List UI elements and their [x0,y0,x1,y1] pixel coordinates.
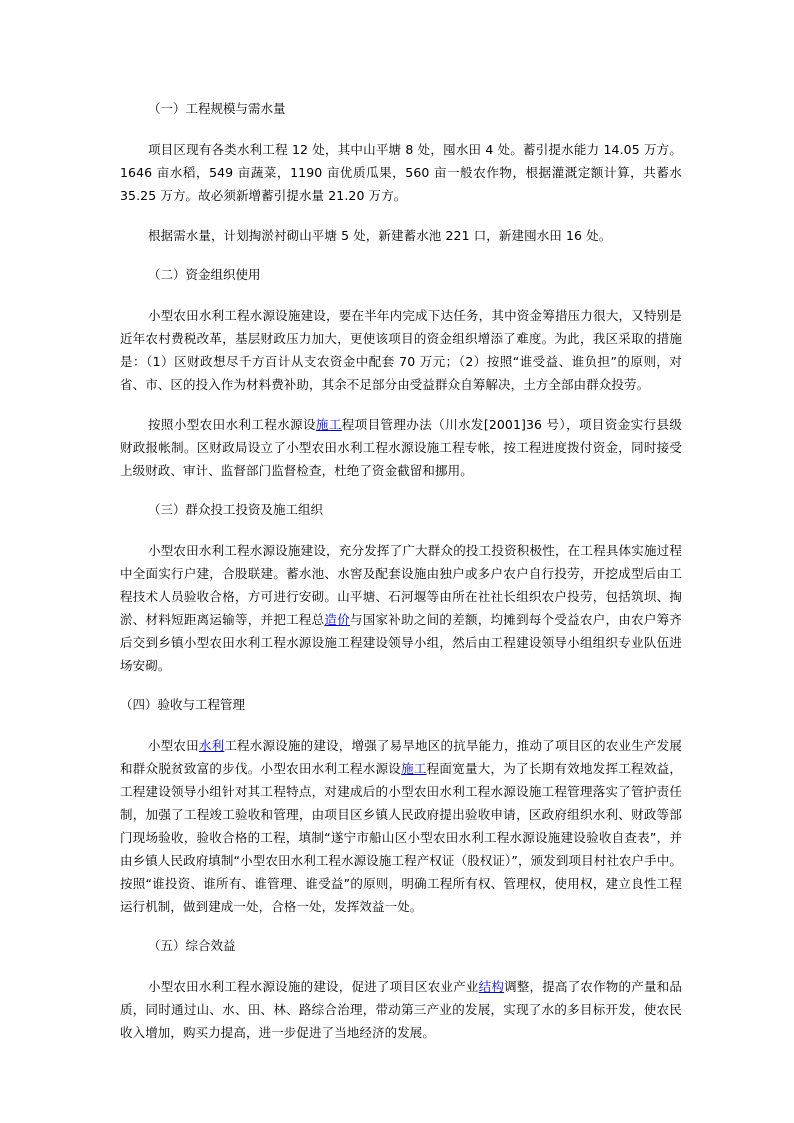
section-heading: （二）资金组织使用 [148,267,261,282]
paragraph-text: 调整，提高了农作物的产量和品质，同时通过山、水、田、林、路综合治理，带动第三产业的发展，实现了水的多目标开发，使农民收入增加，购买力提高，进一步促进了当地经济的发展。 [120,979,682,1040]
link-shigong[interactable]: 施工 [401,761,427,776]
paragraph-text: 小型农田水利工程水源设施建设，充分发挥了广大群众的投工投资积极性，在工程具体实施过程中全面实行户建，合股联建。蓄水池、水窖及配套设施由独户或多户农户自行投劳，开挖成型后由工程技术人员验收合格，方可进行安砌。山平塘、石河堰等由所在社社长组织农户投劳，包括筑坝、掏淤、材料短距离运输等，并把工程总 [120,543,682,627]
paragraph-text: 小型农田水利工程水源设施的建设，促进了项目区农业产业 [148,979,479,994]
section-heading: （一）工程规模与需水量 [148,101,286,116]
section-heading: （五）综合效益 [148,938,236,953]
paragraph [120,413,682,482]
document-body [120,98,682,1044]
paragraph-text: 程项目管理办法（川水发[2001]36 号），项目资金实行县级财政报帐制。区财政局设立了小型农田水利工程水源设施工程专帐，按工程进度拨付资金，同时接受上级财政、审计、监督部门监督检查，杜绝了资金截留和挪用。 [120,417,683,478]
section-heading: （三）群众投工投资及施工组织 [148,502,324,517]
paragraph [120,734,682,918]
paragraph-text: 与国家补助之间的差额，均摊到每个受益农户，由农户筹齐后交到乡镇小型农田水利工程水源设施工程建设领导小组，然后由工程建设领导小组组织专业队伍进场安砌。 [120,612,682,673]
link-shuili[interactable]: 水利 [198,738,225,753]
paragraph-text: 工程水源设施的建设，增强了易旱地区的抗旱能力，推动了项目区的农业生产发展和群众脱贫致富的步伐。小型农田水利工程水源设 [120,738,682,776]
paragraph [120,975,682,1044]
paragraph-text: 程面宽量大，为了长期有效地发挥工程效益，工程建设领导小组针对其工程特点，对建成后的小型农田水利工程水源设施工程管理落实了管护责任制，加强了工程竣工验收和管理，由项目区乡镇人民政府提出验收申请，区政府组织水利、财政等部门现场验收，验收合格的工程，填制“遂宁市船山区小型农田水利工程水源设施建设验收自查表”，并由乡镇人民政府填制“小型农田水利工程水源设施工程产权证（股权证）”，颁发到项目村社农户手中。按照“谁投资、谁所有、谁管理、谁受益”的原则，明确工程所有权、管理权，使用权，建立良性工程运行机制，做到建成一处，合格一处，发挥效益一处。 [120,761,682,914]
paragraph-text: 按照小型农田水利工程水源设 [148,417,316,432]
paragraph [120,539,682,677]
paragraph-text: 根据需水量，计划掏淤衬砌山平塘 5 处，新建蓄水池 221 口，新建囤水田 16 处。 [148,228,612,243]
link-jiegou[interactable]: 结构 [478,979,505,994]
paragraph [120,224,682,247]
paragraph [120,304,682,396]
paragraph-text: 小型农田 [148,738,199,753]
section-heading: （四）验收与工程管理 [120,697,246,712]
paragraph [120,138,682,207]
link-shigong[interactable]: 施工 [315,417,342,432]
link-zaojia[interactable]: 造价 [324,612,350,627]
paragraph-text: 项目区现有各类水利工程 12 处，其中山平塘 8 处，囤水田 4 处。蓄引提水能力 14.05 万方。1646 亩水稻，549 亩蔬菜，1190 亩优质瓜果，560 亩一般农作物，根据灌溉定额计算，共蓄水 35.25 万方。故必须新增蓄引提水量 21.20 万方。 [120,142,682,203]
paragraph-text: 小型农田水利工程水源设施建设，要在半年内完成下达任务，其中资金筹措压力很大，又特别是近年农村费税改革，基层财政压力加大，更使该项目的资金组织增添了难度。为此，我区采取的措施是：（1）区财政想尽千方百计从支农资金中配套 70 万元；（2）按照“谁受益、谁负担”的原则，对省、市、区的投入作为材料费补助，其余不足部分由受益群众自筹解决，土方全部由群众投劳。 [120,308,682,392]
